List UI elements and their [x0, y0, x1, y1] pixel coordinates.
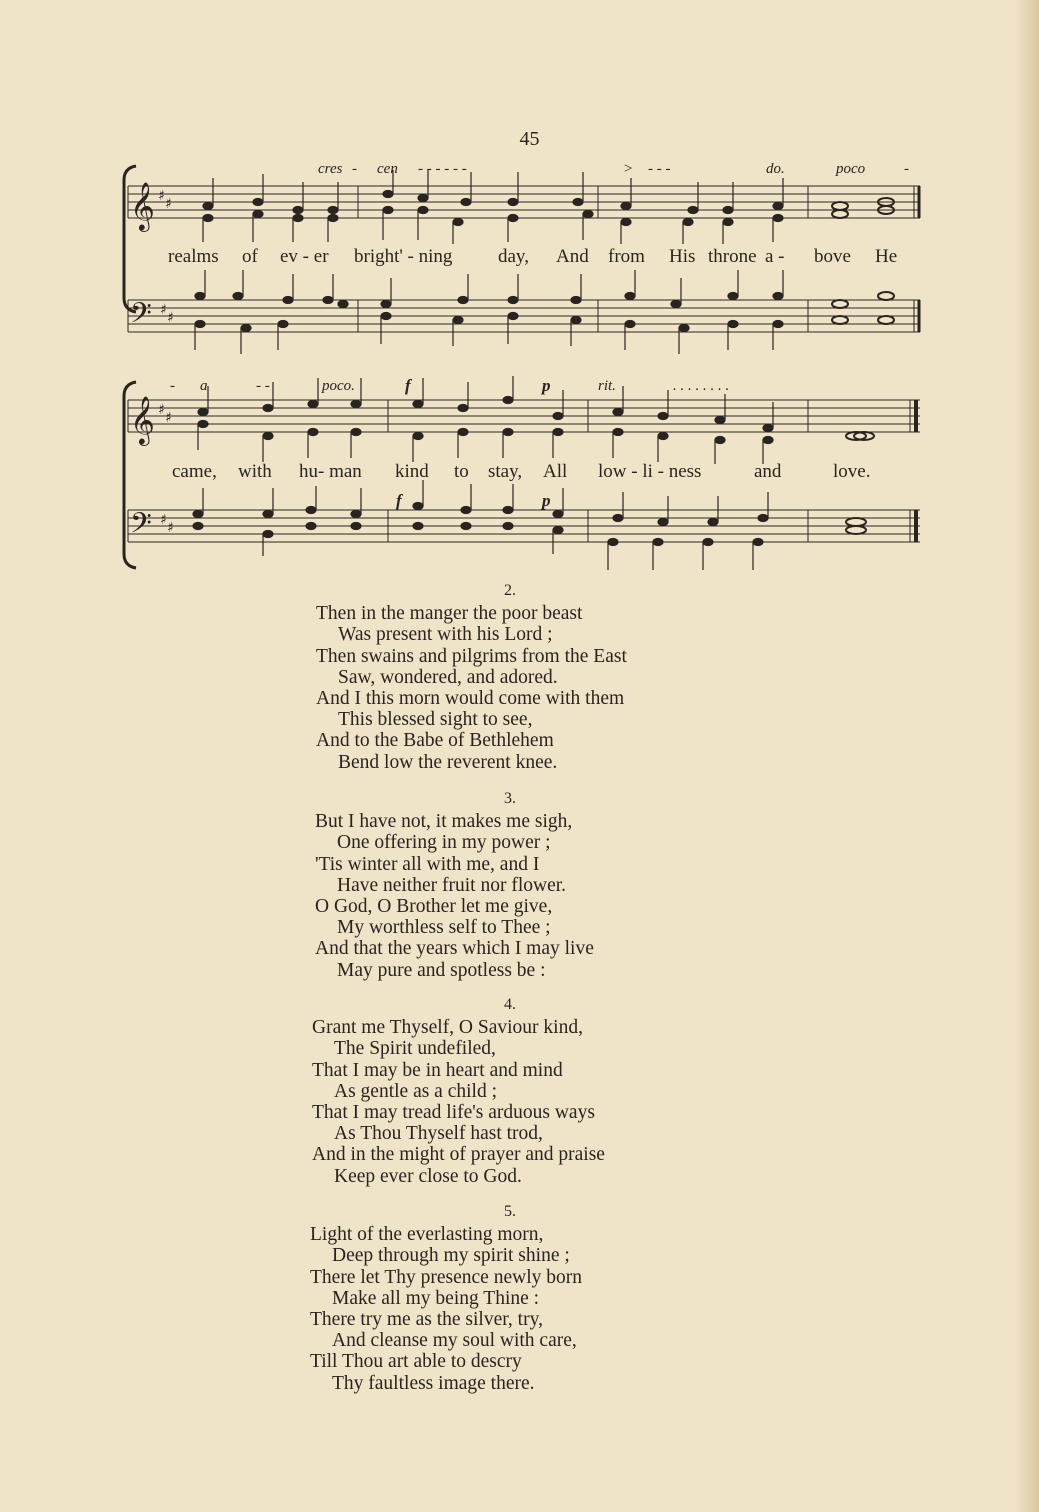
treble-clef-icon: 𝄞: [130, 181, 155, 230]
lyric: with: [238, 461, 272, 482]
sharp-icon: ♯: [165, 410, 172, 426]
verse-number: 3.: [504, 790, 516, 807]
lyric: throne: [708, 246, 757, 267]
dynamic-poco: poco: [836, 161, 866, 177]
sharp-icon: ♯: [165, 196, 172, 212]
verse-line: And I this morn would come with them: [316, 688, 625, 710]
verse-line: And cleanse my soul with care,: [332, 1330, 577, 1352]
verse-line: Deep through my spirit shine ;: [332, 1245, 570, 1267]
verse-line: Thy faultless image there.: [332, 1372, 535, 1394]
verse-2: [0, 580, 1000, 773]
dynamic-dashes: - - - - - -: [418, 161, 467, 177]
verse-5: [0, 1201, 1000, 1394]
sharp-icon: ♯: [167, 310, 174, 326]
verse-number: 4.: [504, 996, 516, 1013]
dynamic-forte: f: [405, 376, 411, 395]
verse-line: As gentle as a child ;: [334, 1080, 497, 1102]
lyric: came,: [172, 461, 217, 482]
verse-line: As Thou Thyself hast trod,: [334, 1123, 543, 1145]
verse-line: My worthless self to Thee ;: [337, 917, 551, 939]
verse-line: And in the might of prayer and praise: [312, 1144, 605, 1166]
verse-line: And to the Babe of Bethlehem: [316, 730, 554, 752]
bass-notes: [195, 270, 894, 354]
bass-staff: [128, 510, 920, 542]
verse-line: That I may tread life's arduous ways: [312, 1102, 595, 1124]
dash: -: [352, 161, 357, 177]
lyric: bove: [814, 246, 851, 267]
lyric: hu- man: [299, 461, 362, 482]
lyric: He: [875, 246, 898, 267]
verse-number: 5.: [504, 1203, 516, 1220]
sharp-icon: ♯: [158, 402, 165, 418]
music-system-1-svg: [118, 158, 928, 368]
dynamic-rit: rit.: [598, 378, 616, 394]
dynamic-dash: -: [170, 378, 175, 394]
lyric: of: [242, 246, 258, 267]
sharp-icon: ♯: [167, 520, 174, 536]
verse-line: Was present with his Lord ;: [338, 624, 553, 646]
treble-staff: [128, 186, 920, 218]
lyric: from: [608, 246, 645, 267]
music-system-1: [118, 158, 928, 368]
treble-notes: [203, 170, 894, 244]
bass-notes: [193, 480, 866, 570]
verse-line: Keep ever close to God.: [334, 1165, 522, 1187]
bass-clef-icon: 𝄢: [130, 507, 152, 547]
verse-line: 'Tis winter all with me, and I: [315, 853, 540, 875]
music-system-2: [118, 374, 928, 589]
dynamic-dash: -: [904, 161, 909, 177]
page-number: 45: [519, 128, 540, 150]
verse-line: Till Thou art able to descry: [310, 1351, 522, 1373]
accent-mark: >: [623, 161, 634, 177]
bass-dynamic-piano: p: [542, 491, 551, 510]
lyric: to: [454, 461, 469, 482]
verse-line: One offering in my power ;: [337, 832, 551, 854]
verse-line: The Spirit undefiled,: [334, 1038, 496, 1060]
lyrics-row: [172, 461, 870, 482]
dynamic-piano: p: [542, 376, 551, 395]
verse-line: Saw, wondered, and adored.: [338, 666, 558, 688]
dynamic-cres: cres: [318, 161, 343, 177]
lyric: All: [543, 461, 568, 482]
verse-line: Make all my being Thine :: [332, 1287, 540, 1309]
dynamics-row: [170, 376, 729, 395]
bass-dynamic-forte: f: [396, 491, 402, 510]
lyric: bright' - ning: [354, 246, 453, 267]
lyric: His: [669, 246, 696, 267]
verse-line: Then swains and pilgrims from the East: [316, 645, 627, 667]
verse-line: Then in the manger the poor beast: [316, 603, 583, 625]
dynamics-row: [318, 161, 909, 177]
lyric: stay,: [488, 461, 523, 482]
lyric: realms: [168, 246, 219, 267]
verse-line: Bend low the reverent knee.: [338, 751, 558, 773]
lyric: And: [556, 246, 589, 267]
sharp-icon: ♯: [160, 302, 167, 318]
sharp-icon: ♯: [160, 512, 167, 528]
lyric: and: [754, 461, 782, 482]
music-system-2-svg: [118, 374, 928, 589]
dynamic-poco: poco.: [322, 378, 355, 394]
verse-number: 2.: [504, 582, 516, 599]
verse-line: Have neither fruit nor flower.: [337, 874, 567, 896]
dynamic-cen: cen: [377, 161, 398, 177]
verse-line: May pure and spotless be :: [337, 959, 546, 981]
verse-line: This blessed sight to see,: [338, 709, 533, 731]
treble-notes: [198, 376, 874, 464]
verse-line: There try me as the silver, try,: [310, 1309, 543, 1331]
verse-4: [0, 994, 1000, 1187]
verse-3: [0, 788, 1000, 981]
dynamic-dashes: - - -: [648, 161, 671, 177]
lyrics-row: [168, 246, 897, 267]
lyric: day,: [498, 246, 529, 267]
treble-clef-icon: 𝄞: [130, 395, 155, 444]
sharp-icon: ♯: [158, 188, 165, 204]
lyric: love.: [833, 461, 871, 482]
verse-line: Light of the everlasting morn,: [310, 1224, 544, 1246]
lyric: kind: [395, 461, 429, 482]
page-edge: [1015, 0, 1039, 1512]
dynamic-a: a: [200, 378, 208, 394]
lyric: low - li - ness: [598, 461, 702, 482]
verse-line: Grant me Thyself, O Saviour kind,: [312, 1017, 583, 1039]
verse-line: And that the years which I may live: [315, 938, 594, 960]
bass-clef-icon: 𝄢: [130, 297, 152, 337]
verse-line: O God, O Brother let me give,: [315, 896, 553, 918]
lyric: ev - er: [280, 246, 329, 267]
dynamic-dashes: - -: [256, 378, 270, 394]
lyric: a -: [765, 246, 785, 267]
verse-line: There let Thy presence newly born: [310, 1266, 582, 1288]
verse-line: But I have not, it makes me sigh,: [315, 811, 573, 833]
dynamic-do: do.: [766, 161, 785, 177]
treble-staff: [128, 400, 920, 432]
verse-line: That I may be in heart and mind: [312, 1059, 563, 1081]
dynamic-dots: . . . . . . . .: [673, 378, 730, 394]
